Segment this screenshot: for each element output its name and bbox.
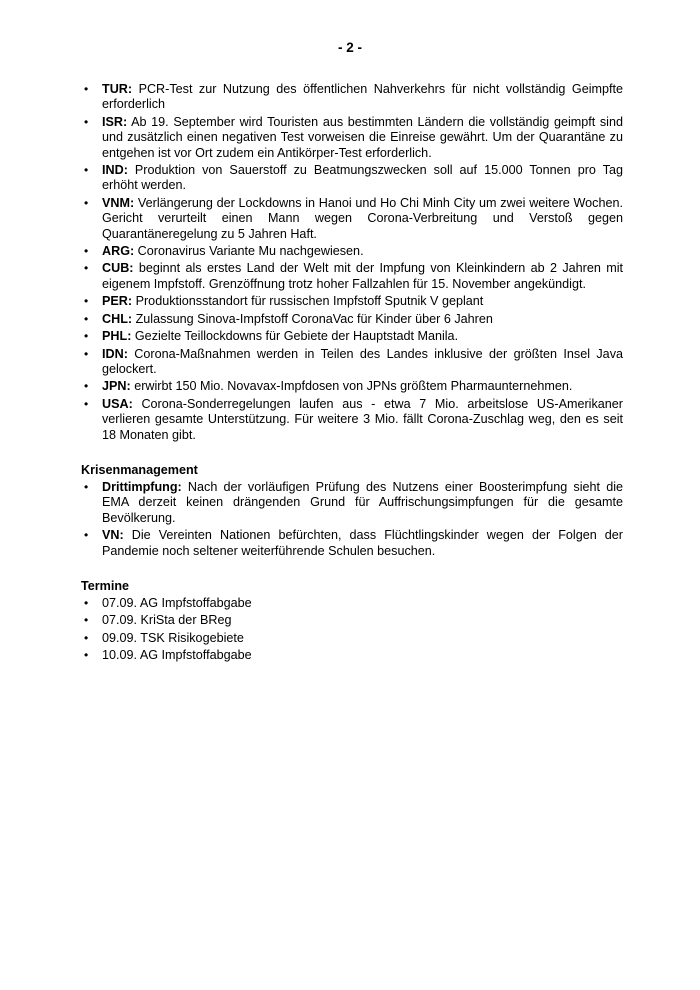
list-item	[81, 261, 623, 292]
item-label: ISR:	[102, 114, 128, 129]
list-item	[81, 115, 623, 161]
list-item	[81, 397, 623, 443]
bullet-icon: •	[84, 613, 89, 628]
list-item	[81, 196, 623, 242]
bullet-icon: •	[84, 479, 89, 494]
page-number: - 2 -	[337, 40, 362, 55]
item-text: Verlängerung der Lockdowns in Hanoi und Ho Chi Minh City um zwei weitere Wochen. Gericht verurteilt einen Mann wegen Corona-Verbreitung und Verstoß gegen Quarantäneregelung zu 5 Jahren Haft.	[102, 195, 623, 241]
list-item	[81, 528, 623, 559]
item-text: Produktionsstandort für russischen Impfstoff Sputnik V geplant	[132, 294, 484, 309]
bullet-icon: •	[84, 114, 89, 129]
list-item	[81, 163, 623, 194]
bullet-icon: •	[84, 346, 89, 361]
bullet-icon: •	[84, 163, 89, 178]
list-item	[81, 82, 623, 113]
bullet-icon: •	[84, 294, 89, 309]
item-text: Ab 19. September wird Touristen aus bestimmten Ländern die vollständig geimpft sind und zusätzlich einen negativen Test vorweisen die Einreise gewährt. Um der Quarantäne zu entgehen ist vor Ort zudem ein Antikörper-Test erforderlich.	[102, 114, 623, 160]
item-label: PER:	[102, 294, 133, 309]
item-text: Produktion von Sauerstoff zu Beatmungszwecken soll auf 15.000 Tonnen pro Tag erhöht werden.	[102, 163, 623, 193]
item-text: 09.09. TSK Risikogebiete	[102, 630, 244, 645]
item-text: beginnt als erstes Land der Welt mit der Impfung von Kleinkindern ab 2 Jahren mit eigenem Impfstoff. Grenzöffnung trotz hoher Fallzahlen für 15. November angekündigt.	[102, 261, 623, 291]
bullet-icon: •	[84, 379, 89, 394]
item-text: Nach der vorläufigen Prüfung des Nutzens einer Boosterimpfung sieht die EMA derzeit keinen drängenden Grund für Auffrischungsimpfungen für die gesamte Bevölkerung.	[102, 479, 623, 525]
list-item	[81, 329, 623, 344]
item-text: Die Vereinten Nationen befürchten, dass Flüchtlingskinder wegen der Folgen der Pandemie noch seltener weiterführende Schulen besuchen.	[102, 528, 623, 558]
bullet-icon: •	[84, 396, 89, 411]
news-list	[81, 82, 623, 443]
item-text: Gezielte Teillockdowns für Gebiete der Hauptstadt Manila.	[131, 329, 459, 344]
list-item	[81, 613, 623, 628]
list-item	[81, 312, 623, 327]
item-label: CUB:	[102, 261, 134, 276]
bullet-icon: •	[84, 244, 89, 259]
item-label: ARG:	[102, 244, 135, 259]
bullet-icon: •	[84, 648, 89, 663]
item-label: JPN:	[102, 379, 131, 394]
item-text: 07.09. AG Impfstoffabgabe	[102, 595, 252, 610]
item-text: Zulassung Sinova-Impfstoff CoronaVac für Kinder über 6 Jahren	[132, 311, 493, 326]
section-title-krisenmanagement: Krisenmanagement	[81, 462, 198, 477]
list-item	[81, 379, 623, 394]
termine-list	[81, 596, 623, 664]
item-label: PHL:	[102, 329, 132, 344]
list-item	[81, 347, 623, 378]
list-item	[81, 294, 623, 309]
bullet-icon: •	[84, 311, 89, 326]
list-item	[81, 244, 623, 259]
bullet-icon: •	[84, 329, 89, 344]
bullet-icon: •	[84, 195, 89, 210]
bullet-icon: •	[84, 261, 89, 276]
section-title-termine: Termine	[81, 578, 130, 593]
list-item	[81, 596, 623, 611]
list-item	[81, 631, 623, 646]
list-item	[81, 480, 623, 526]
item-label: CHL:	[102, 311, 133, 326]
item-label: USA:	[102, 396, 133, 411]
list-item	[81, 648, 623, 663]
item-label: TUR:	[102, 82, 133, 96]
item-text: Corona-Sonderregelungen laufen aus - etwa 7 Mio. arbeitslose US-Amerikaner verlieren gesamte Unterstützung. Für weitere 3 Mio. fällt Corona-Zuschlag weg, den es seit 18 Monaten gibt.	[102, 396, 623, 442]
document-body	[81, 82, 623, 666]
bullet-icon: •	[84, 630, 89, 645]
item-text: Corona-Maßnahmen werden in Teilen des Landes inklusive der größten Insel Java gelockert.	[102, 346, 623, 376]
item-text: 07.09. KriSta der BReg	[102, 613, 232, 628]
bullet-icon: •	[84, 595, 89, 610]
item-label: Drittimpfung:	[102, 479, 182, 494]
item-text: PCR-Test zur Nutzung des öffentlichen Nahverkehrs für nicht vollständig Geimpfte erforderlich	[102, 82, 623, 112]
item-label: IDN:	[102, 346, 128, 361]
item-text: erwirbt 150 Mio. Novavax-Impfdosen von JPNs größtem Pharmaunternehmen.	[130, 379, 573, 394]
item-label: VNM:	[102, 195, 135, 210]
bullet-icon: •	[84, 528, 89, 543]
item-text: 10.09. AG Impfstoffabgabe	[102, 648, 252, 663]
item-label: VN:	[102, 528, 124, 543]
krisenmanagement-list	[81, 480, 623, 559]
item-text: Coronavirus Variante Mu nachgewiesen.	[134, 244, 364, 259]
bullet-icon: •	[84, 82, 89, 96]
item-label: IND:	[102, 163, 128, 178]
